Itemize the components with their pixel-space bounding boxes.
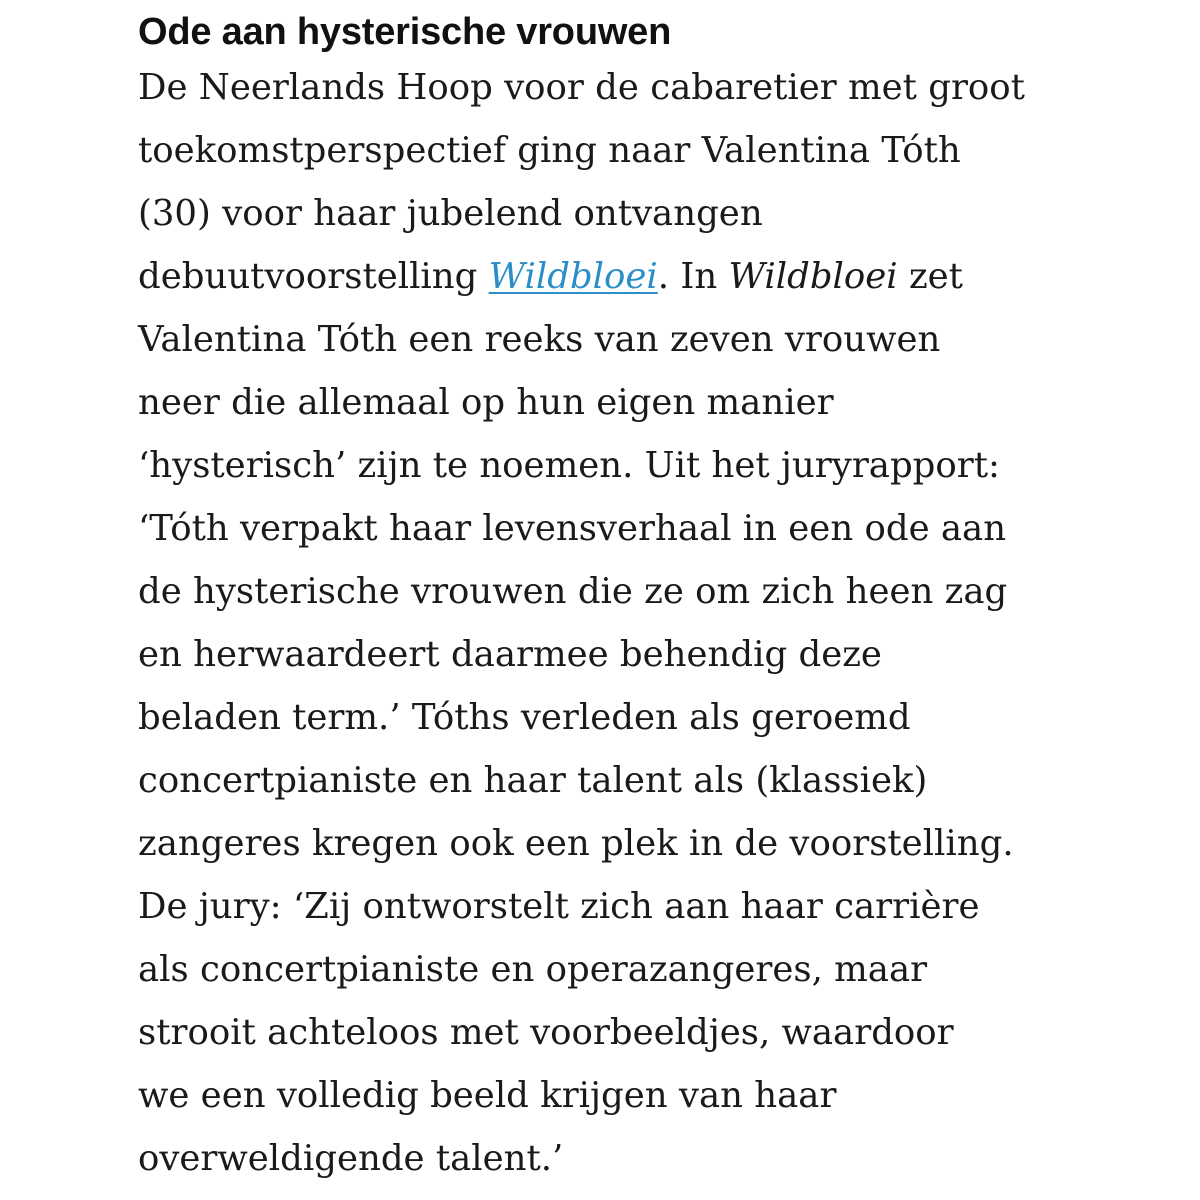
title-italic: Wildbloei xyxy=(728,256,898,297)
article-paragraph xyxy=(138,56,1078,1190)
paragraph-line: toekomstperspectief ging naar Valentina Tóth xyxy=(138,130,961,171)
paragraph-line: Valentina Tóth een reeks van zeven vrouwen xyxy=(138,319,941,360)
paragraph-line: De Neerlands Hoop voor de cabaretier met groot xyxy=(138,67,1025,108)
paragraph-line: de hysterische vrouwen die ze om zich heen zag xyxy=(138,571,1008,612)
article-heading: Ode aan hysterische vrouwen xyxy=(138,11,672,53)
line-text: . In xyxy=(657,256,729,297)
paragraph-line: concertpianiste en haar talent als (klassiek) xyxy=(138,760,928,801)
paragraph-line: overweldigende talent.’ xyxy=(138,1138,564,1179)
paragraph-line: neer die allemaal op hun eigen manier xyxy=(138,382,834,423)
line-text: debuutvoorstelling xyxy=(138,256,489,297)
paragraph-line: zangeres kregen ook een plek in de voorstelling. xyxy=(138,823,1014,864)
paragraph-line: als concertpianiste en operazangeres, maar xyxy=(138,949,928,990)
paragraph-line: ‘Tóth verpakt haar levensverhaal in een ode aan xyxy=(138,508,1007,549)
article xyxy=(138,8,1078,1190)
line-text: zet xyxy=(897,256,963,297)
paragraph-line: (30) voor haar jubelend ontvangen xyxy=(138,193,763,234)
paragraph-line: en herwaardeert daarmee behendig deze xyxy=(138,634,882,675)
paragraph-line: strooit achteloos met voorbeeldjes, waardoor xyxy=(138,1012,954,1053)
paragraph-line: De jury: ‘Zij ontworstelt zich aan haar carrière xyxy=(138,886,980,927)
paragraph-line xyxy=(138,245,1078,308)
paragraph-line: ‘hysterisch’ zijn te noemen. Uit het juryrapport: xyxy=(138,445,1000,486)
paragraph-line: beladen term.’ Tóths verleden als geroemd xyxy=(138,697,911,738)
paragraph-line: we een volledig beeld krijgen van haar xyxy=(138,1075,837,1116)
wildbloei-link[interactable]: Wildbloei xyxy=(488,256,658,297)
